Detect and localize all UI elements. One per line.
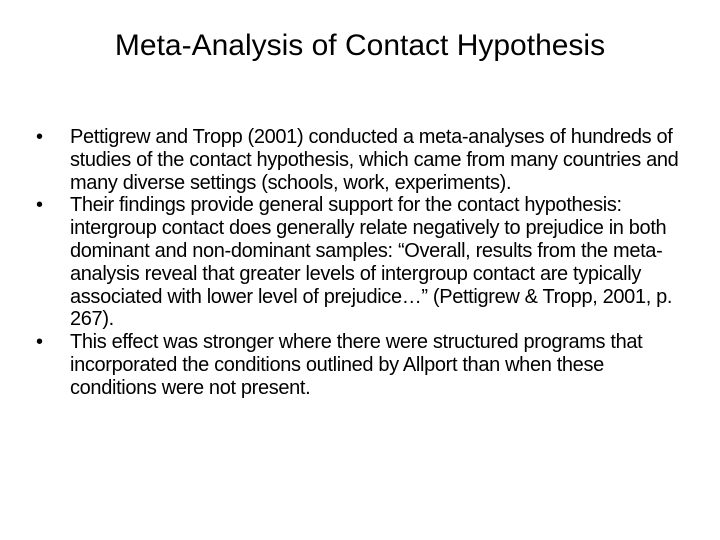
bullet-item <box>36 126 684 194</box>
bullet-item <box>36 331 684 399</box>
bullet-item <box>36 194 684 331</box>
bullet-point-icon: • <box>36 126 43 148</box>
bullet-text: Their findings provide general support for the contact hypothesis: intergroup contact does generally relate negatively to prejudice in both dominant and non-dominant samples: “Overall, results from the meta-analysis reveal that greater levels of intergroup contact are typically associated with lower level of prejudice…” (Pettigrew & Tropp, 2001, p. 267). <box>70 194 673 331</box>
bullet-list <box>36 126 684 400</box>
bullet-point-icon: • <box>36 331 43 354</box>
bullet-point-icon: • <box>36 194 43 217</box>
slide-title: Meta-Analysis of Contact Hypothesis <box>114 29 606 62</box>
bullet-text: This effect was stronger where there were structured programs that incorporated the conditions outlined by Allport than when these conditions were not present. <box>70 331 643 399</box>
bullet-text: Pettigrew and Tropp (2001) conducted a meta-analyses of hundreds of studies of the contact hypothesis, which came from many countries and many diverse settings (schools, work, experiments). <box>70 126 679 194</box>
